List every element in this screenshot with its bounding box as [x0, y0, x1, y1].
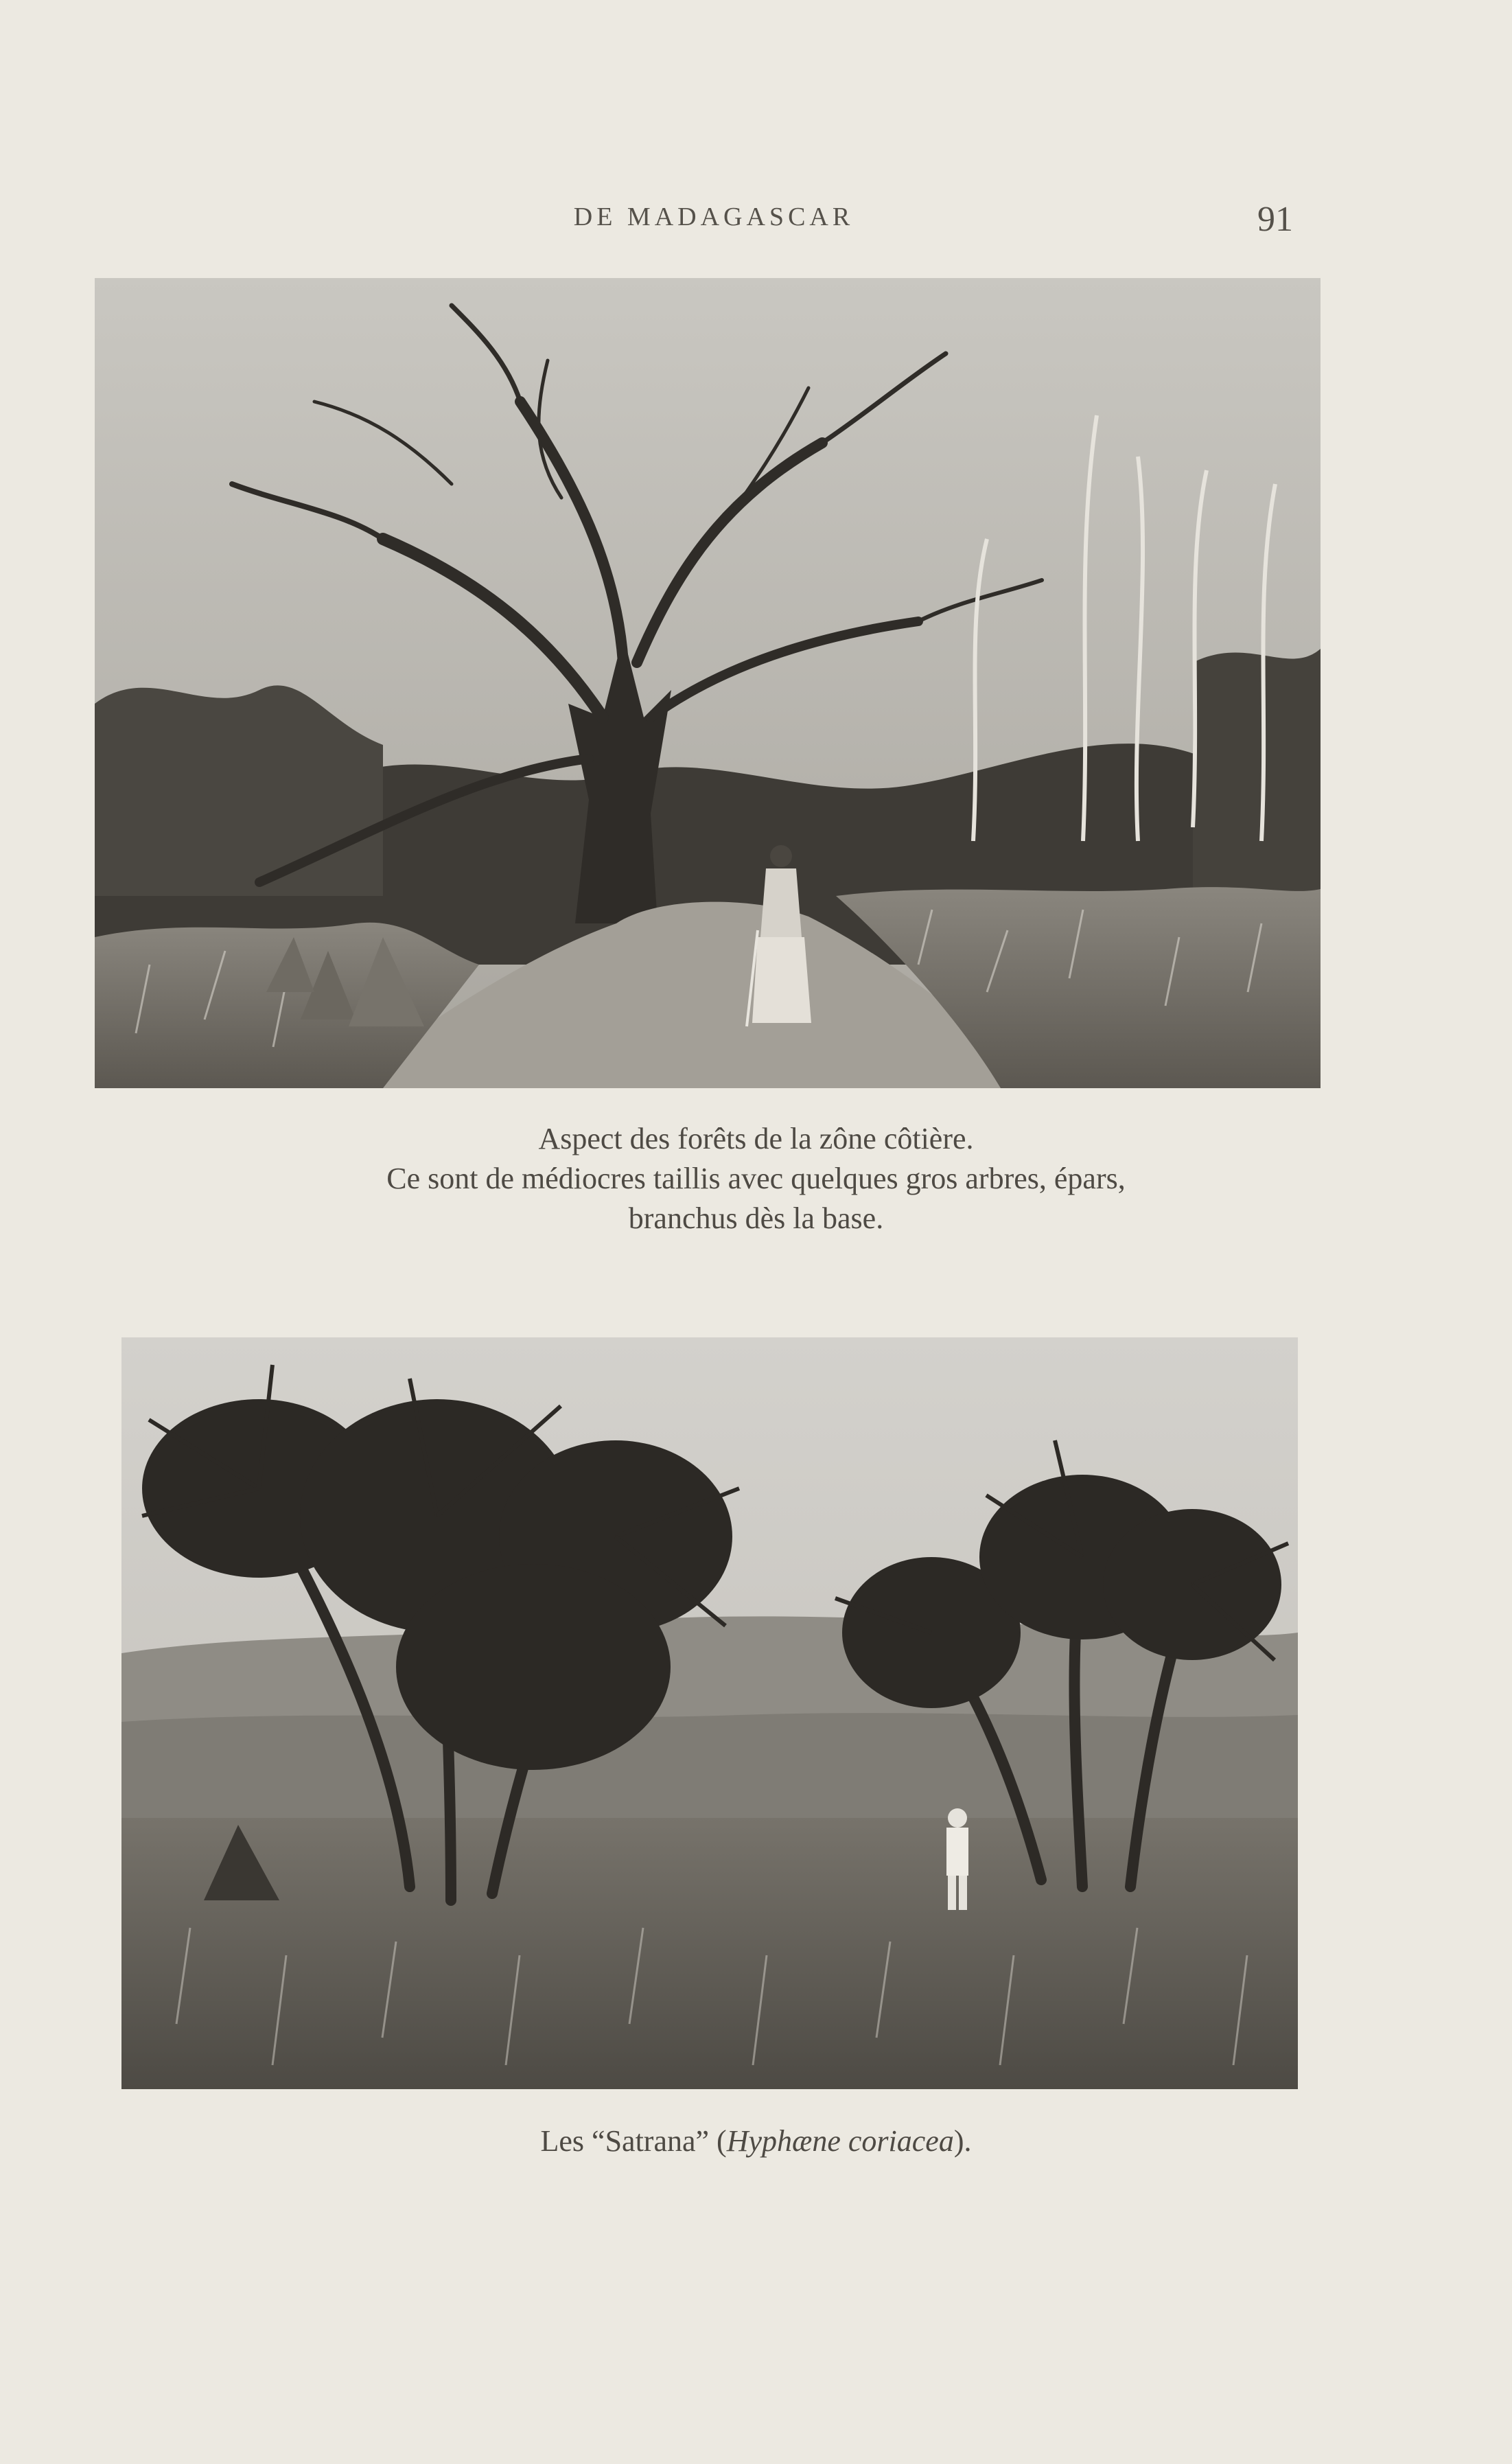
running-title: DE MADAGASCAR [573, 203, 854, 231]
forest-photograph [95, 278, 1321, 1088]
forest-scene [95, 278, 1321, 1088]
top-photo-caption [0, 1119, 1512, 1239]
caption-prefix: Les “Satrana” ( [540, 2124, 727, 2158]
caption-line: Aspect des forêts de la zône côtière. [538, 1122, 974, 1155]
bottom-photo-caption [0, 2121, 1512, 2161]
caption-line: Ce sont de médiocres taillis avec quelques gros arbres, épars, [386, 1162, 1126, 1195]
thicket-right [1193, 649, 1321, 896]
caption-suffix: ). [953, 2124, 972, 2158]
caption-line: branchus dès la base. [628, 1201, 884, 1235]
palm-photograph [121, 1337, 1298, 2089]
grass-field [121, 1818, 1298, 2089]
species-name: Hyphæne coriacea [726, 2124, 954, 2158]
plain [121, 1713, 1298, 1832]
running-head [0, 199, 1512, 240]
page-number: 91 [1257, 200, 1293, 239]
palm-scene [121, 1337, 1298, 2089]
